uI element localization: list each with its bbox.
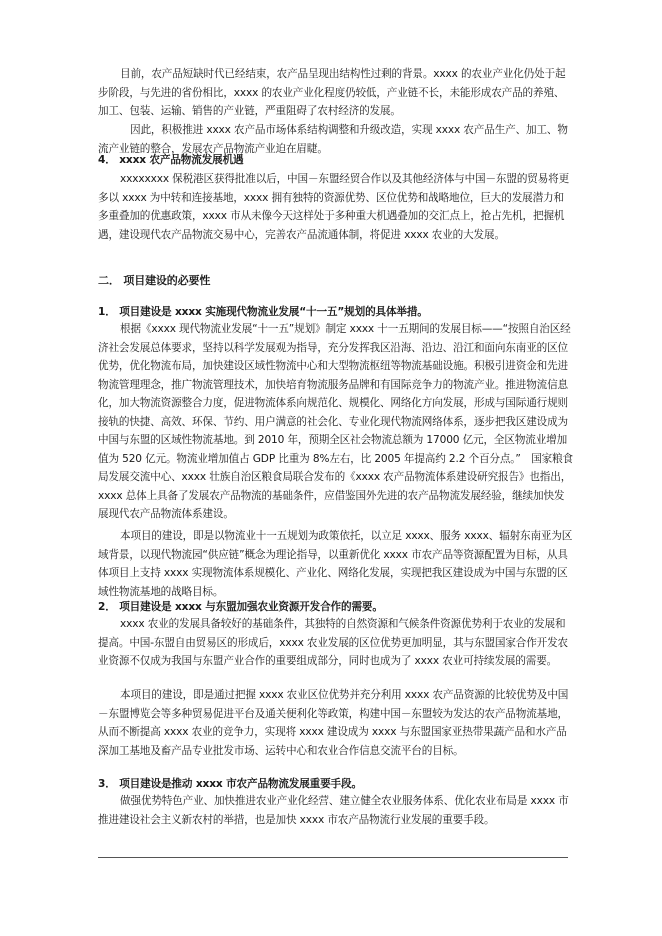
section-title-necessity: 二． 项目建设的必要性 — [98, 274, 211, 287]
paragraph-agri-base: 本项目的建设，即是通过把握 xxxx 农业区位优势并充分利用 xxxx 农产品资源的比较优势及中国－东盟博览会等多种贸易促进平台及通关便利化等政策，构建中国－东盟较为发达的农产品物流基地，从而不断提高 xxxx 农业的竞争力，实现将 xxxx 建设成为 xxxx 与东盟国家亚热带果蔬产品和水产品深加工基地及畜产品专业批发市场、运转中心和农业合作信息交流平台的目标。 — [98, 689, 569, 757]
paragraph-agri-conditions: xxxx 农业的发展具备较好的基础条件，其独特的自然资源和气候条件资源优势利于农业的发展和提高。中国-东盟自由贸易区的形成后，xxxx 农业发展的区位优势更加明显，其与东盟国家合作开发农业资源不仅成为我国与东盟产业合作的重要组成部分，同时也成为了 xxxx 农业可持续发展的需要。 — [98, 618, 569, 667]
heading-opportunity: 4． xxxx 农产品物流发展机遇 — [98, 154, 244, 166]
footer-divider — [98, 857, 568, 858]
paragraph-new-countryside: 做强优势特色产业、加快推进农业产业化经营、建立健全农业服务体系、优化农业布局是 xxxx 市推进建设社会主义新农村的举措，也是加快 xxxx 市农产品物流行业发展的重要手段。 — [98, 795, 569, 826]
heading-item-2: 2． 项目建设是 xxxx 与东盟加强农业资源开发合作的需要。 — [98, 601, 383, 613]
paragraph-market-upgrade: 因此，积极推进 xxxx 农产品市场体系结构调整和升级改造，实现 xxxx 农产品生产、加工、物流产业链的整合，发展农产品物流产业迫在眉睫。 — [98, 124, 568, 155]
heading-item-1: 1． 项目建设是 xxxx 实施现代物流业发展“十一五”规划的具体举措。 — [98, 306, 428, 318]
paragraph-project-basis: 本项目的建设，即是以物流业十一五规划为政策依托，以立足 xxxx、服务 xxxx、辐射东南亚为区域背景，以现代物流园“供应链”概念为理论指导，以重新优化 xxxx 市农产品等资源配置为目标，从具体项目上支持 xxxx 实现物流体系规模化、产业化、网络化发展，实现把我区建设成为中国与东盟的区域性物流基地的战略目标。 — [98, 530, 573, 598]
paragraph-logistics-plan: 根据《xxxx 现代物流业发展“十一五”规划》制定 xxxx 十一五期间的发展目标——“按照自治区经济社会发展总体要求，坚持以科学发展观为指导，充分发挥我区沿海、沿边、沿江和面向东南亚的区位优势，优化物流布局，加快建设区域性物流中心和大型物流枢纽等物流基础设施。积极引进资金和先进物流管理理念，推广物流管理技术，加快培育物流服务品牌和有国际竞争力的物流产业。推进物流信息化，加大物流资源整合力度，促进物流体系向规范化、规模化、网络化方向发展，形成与国际通行规则接轨的快捷、高效、环保、节约、用户满意的社会化、专业化现代物流网络体系，逐步把我区建设成为中国与东盟的区域性物流基地。到 2010 年，预期全区社会物流总额为 17000 亿元，全区物流业增加值为 520 亿元。物流业增加值占 GDP 比重为 8%左右，比 2005 年提高约 2.2 个百分点。” 国家粮食局发展交流中心、xxxx 壮族自治区粮食局联合发布的《xxxx 农产品物流体系建设研究报告》也指出，xxxx 总体上具备了发展农产品物流的基础条件，应借鉴国外先进的农产品物流发展经验，继续加快发展现代农产品物流体系建设。 — [98, 323, 573, 520]
paragraph-bonded-port: xxxxxxxx 保税港区获得批准以后，中国－东盟经贸合作以及其他经济体与中国－东盟的贸易将更多以 xxxx 为中转和连接基地，xxxx 拥有独特的资源优势、区位优势和战略地位，巨大的发展潜力和多重叠加的优惠政策，xxxx 市从未像今天这样处于多种重大机遇叠加的交汇点上，抢占先机，把握机遇，建设现代农产品物流交易中心，完善农产品流通体制，将促进 xxxx 农业的大发展。 — [98, 173, 570, 241]
heading-item-3: 3． 项目建设是推动 xxxx 市农产品物流发展重要手段。 — [98, 778, 362, 790]
paragraph-overproduction: 目前，农产品短缺时代已经结束，农产品呈现出结构性过剩的背景。xxxx 的农业产业化仍处于起步阶段，与先进的省份相比，xxxx 的农业产业化程度仍较低，产业链不长，未能形成农产品的养殖、加工、包装、运输、销售的产业链，严重阻碍了农村经济的发展。 — [98, 68, 566, 117]
